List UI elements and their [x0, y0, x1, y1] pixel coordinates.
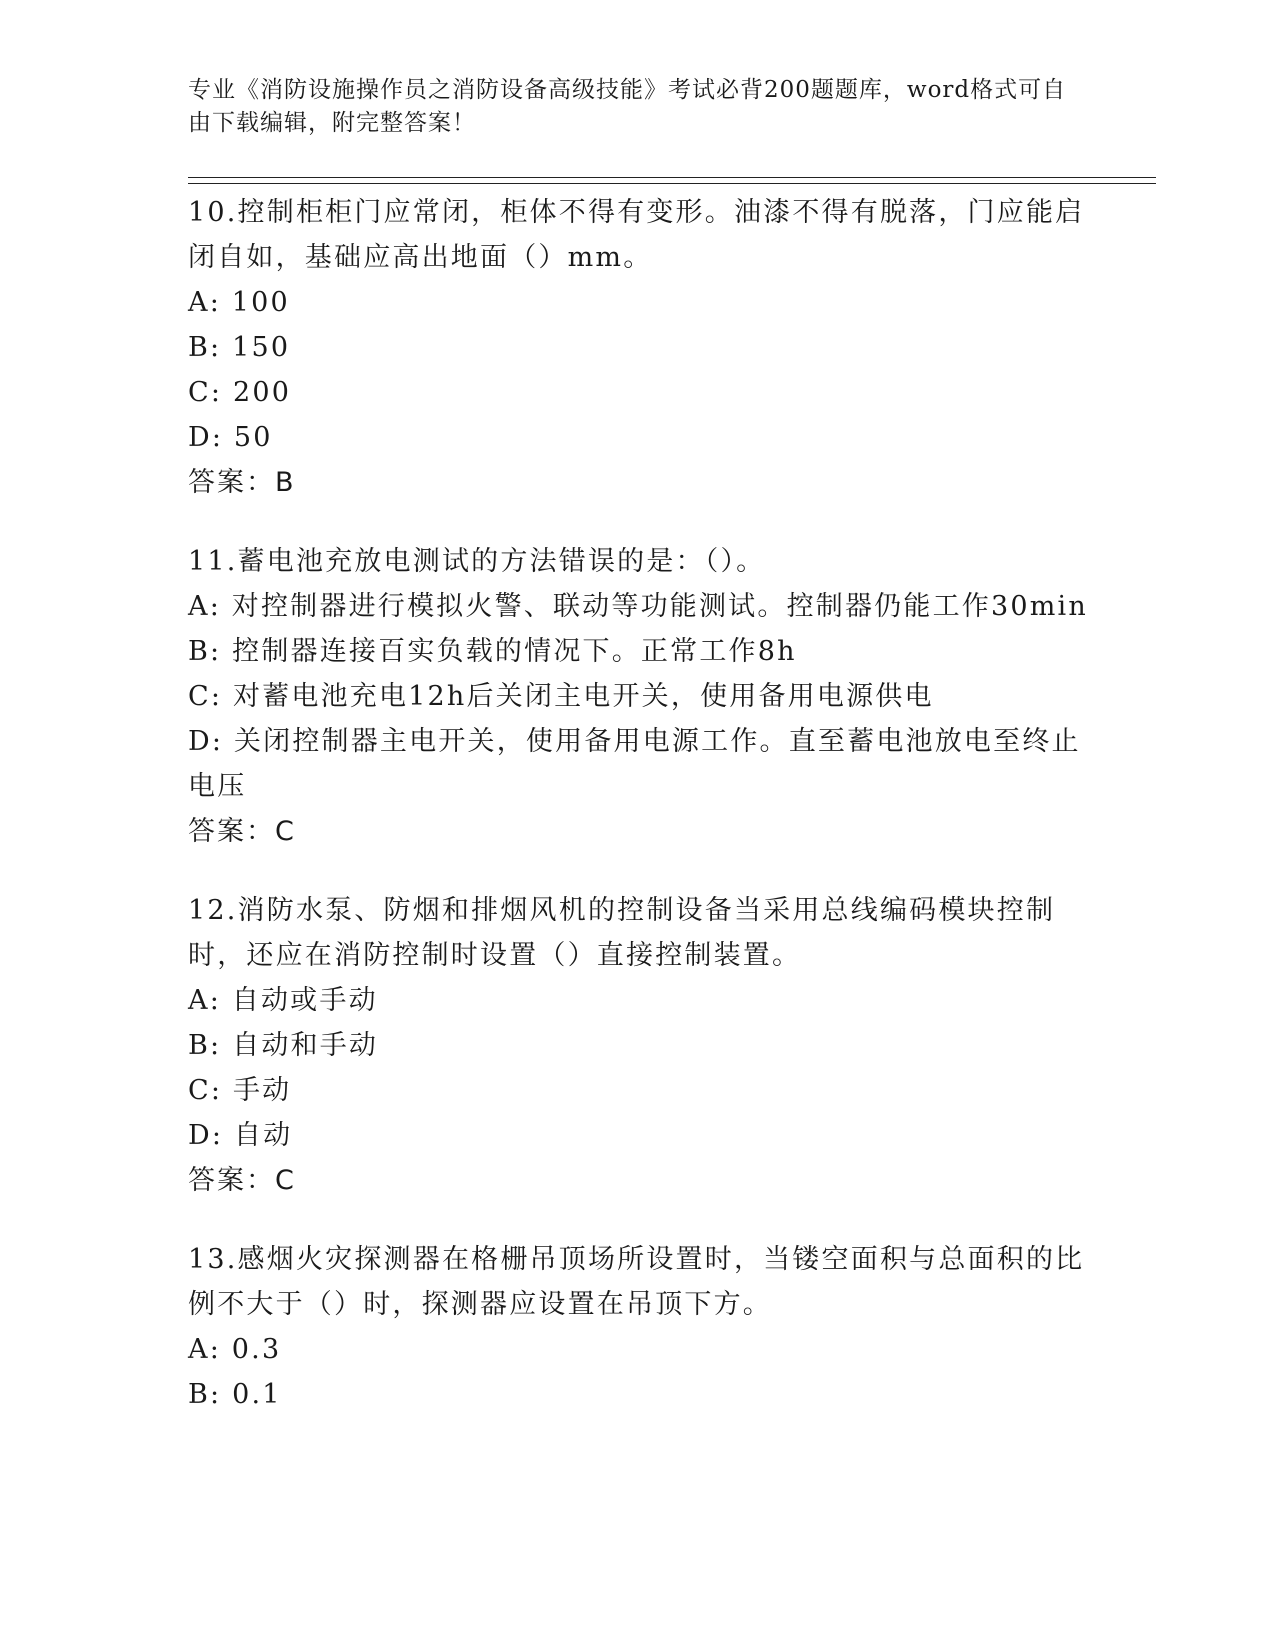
option-c: C: 200	[188, 377, 292, 408]
option-d: D: 自动	[188, 1120, 293, 1151]
option-b: B: 自动和手动	[188, 1030, 379, 1061]
option-a: A: 自动或手动	[188, 985, 378, 1016]
question-13	[188, 1237, 1088, 1417]
option-a: A: 对控制器进行模拟火警、联动等功能测试。控制器仍能工作30min	[188, 591, 1088, 622]
question-stem: 10.控制柜柜门应常闭，柜体不得有变形。油漆不得有脱落，门应能启闭自如，基础应高出地面（）mm。	[188, 197, 1085, 273]
option-b: B: 控制器连接百实负载的情况下。正常工作8h	[188, 636, 797, 667]
question-stem: 12.消防水泵、防烟和排烟风机的控制设备当采用总线编码模块控制时，还应在消防控制时设置（）直接控制装置。	[188, 895, 1056, 971]
question-stem: 13.感烟火灾探测器在格栅吊顶场所设置时，当镂空面积与总面积的比例不大于（）时，探测器应设置在吊顶下方。	[188, 1244, 1085, 1320]
question-list	[188, 190, 1088, 1451]
answer: 答案：B	[188, 467, 296, 498]
option-c: C: 对蓄电池充电12h后关闭主电开关，使用备用电源供电	[188, 681, 934, 712]
answer: 答案：C	[188, 816, 296, 847]
option-c: C: 手动	[188, 1075, 292, 1106]
option-a: A: 100	[188, 287, 290, 318]
question-12	[188, 888, 1088, 1203]
option-d: D: 50	[188, 422, 273, 453]
option-b: B: 150	[188, 332, 291, 363]
question-stem: 11.蓄电池充放电测试的方法错误的是：（）。	[188, 546, 766, 577]
option-b: B: 0.1	[188, 1379, 282, 1410]
document-header: 专业《消防设施操作员之消防设备高级技能》考试必背200题题库，word格式可自由下载编辑，附完整答案！	[188, 77, 1067, 136]
header-divider-top	[188, 177, 1156, 178]
question-11	[188, 539, 1088, 854]
option-d: D: 关闭控制器主电开关，使用备用电源工作。直至蓄电池放电至终止电压	[188, 726, 1081, 802]
question-10	[188, 190, 1088, 505]
header-divider-bottom	[188, 183, 1156, 184]
option-a: A: 0.3	[188, 1334, 282, 1365]
answer: 答案：C	[188, 1165, 296, 1196]
